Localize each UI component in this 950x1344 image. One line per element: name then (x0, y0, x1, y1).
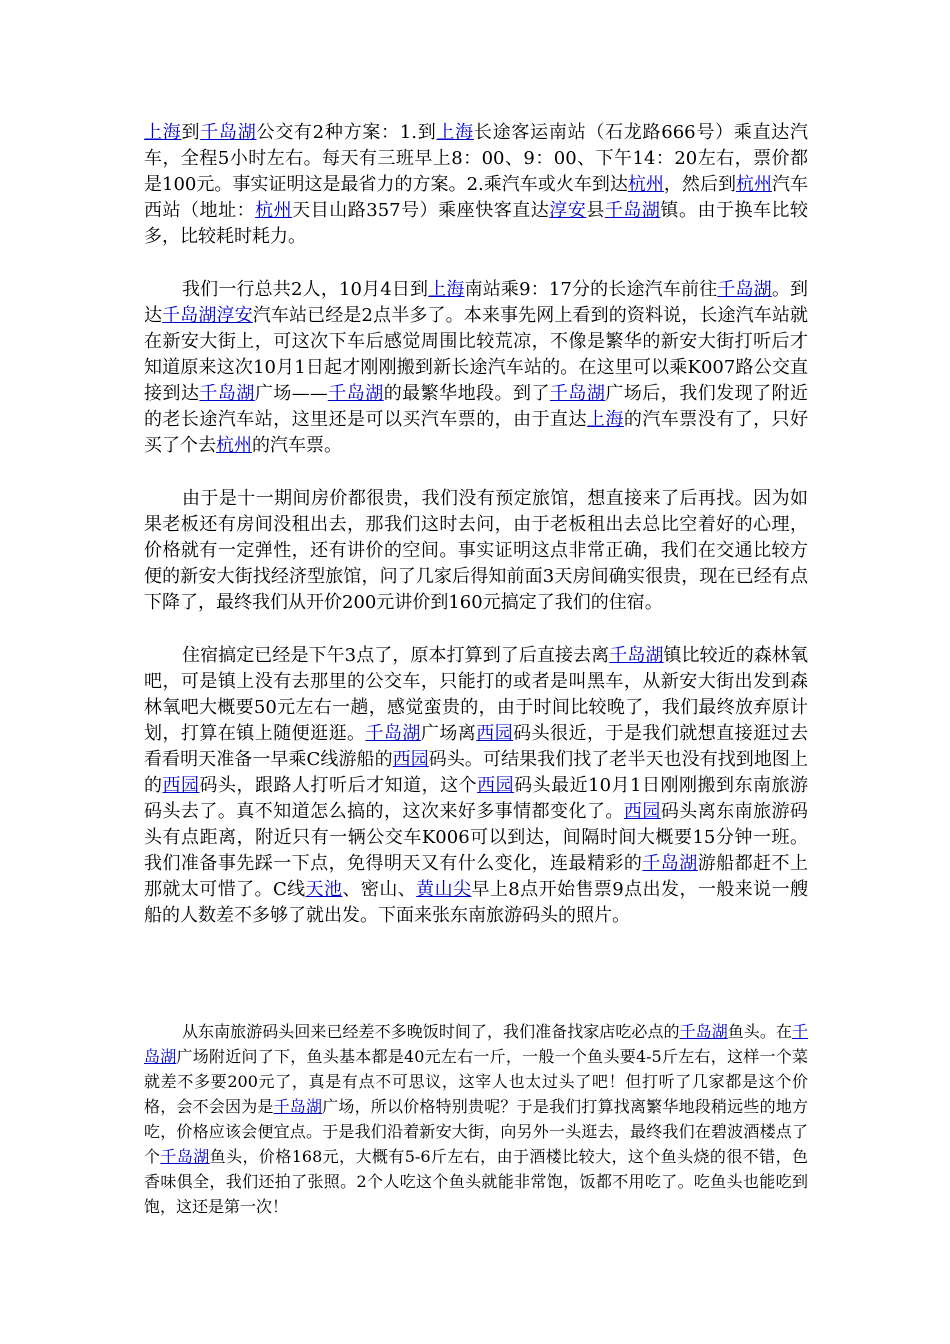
text-run: 游船都赶不上那就太可惜了。C线 (144, 853, 809, 900)
document-body (144, 120, 808, 1219)
text-run: 天目山路357号）乘座快客直达 (292, 200, 550, 221)
place-link[interactable]: 杭州 (216, 435, 252, 456)
place-link[interactable]: 千岛湖 (160, 1147, 210, 1166)
text-run: 鱼头，价格168元，大概有5-6斤左右，由于酒楼比较大，这个鱼头烧的很不错，色香味俱全，我们还拍了张照。2个人吃这个鱼头就能非常饱，饭都不用吃了。吃鱼头也能吃到饱，这还是第一次！ (144, 1147, 808, 1216)
text-run: 镇。由于换车比较多，比较耗时耗力。 (144, 200, 809, 247)
text-run: 码头，跟路人打听后才知道，这个 (199, 775, 478, 796)
place-link[interactable]: 淳安 (549, 200, 587, 221)
text-run: ，然后到 (663, 174, 736, 195)
place-link[interactable]: 千岛湖 (679, 1022, 728, 1041)
text-run: 。到达 (144, 279, 809, 326)
place-link[interactable]: 西园 (623, 801, 661, 822)
text-run: 早上8点开始售票9点出发，一般来说一艘船的人数差不多够了就出发。下面来张东南旅游码头的照片。 (144, 879, 809, 926)
text-run: 的最繁华地段。到了 (383, 383, 550, 404)
text-run: 公交有2种方案：1.到 (256, 122, 437, 143)
text-run: 从东南旅游码头回来已经差不多晚饭时间了，我们准备找家店吃必点的 (182, 1022, 680, 1041)
place-link[interactable]: 天池 (305, 879, 343, 900)
photo-placeholder-gap (144, 929, 808, 1019)
text-run: 南站乘9：17分的长途汽车前往 (464, 279, 718, 300)
place-link[interactable]: 千岛湖 (144, 1022, 808, 1066)
text-run: 广场—— (254, 383, 328, 404)
text-run: 广场附近问了下，鱼头基本都是40元左右一斤，一般一个鱼头要4-5斤左右，这样一个菜就差不多要200元了，真是有点不可思议，这宰人也太过头了吧！但打听了几家都是这个价格，会不会因为是 (144, 1047, 808, 1116)
text-run: 镇比较近的森林氧吧，可是镇上没有去那里的公交车，只能打的或者是叫黑车，从新安大街出发到森林氧吧大概要50元左右一趟，感觉蛮贵的，由于时间比较晚了，我们最终放弃原计划，打算在镇上随便逛逛。 (144, 645, 809, 744)
place-link[interactable]: 西园 (392, 749, 429, 770)
paragraph-lodging (144, 486, 808, 616)
place-link[interactable]: 黄山尖 (416, 879, 472, 900)
text-run: 码头最近10月1日刚刚搬到东南旅游码头去了。真不知道怎么搞的，这次来好多事情都变化了。 (144, 775, 809, 822)
paragraph-fish-head-dinner (144, 1019, 808, 1219)
text-run: 县 (586, 200, 605, 221)
place-link[interactable]: 千岛湖 (609, 645, 664, 666)
paragraph-arrival (144, 277, 808, 459)
place-link[interactable]: 上海 (586, 409, 624, 430)
place-link[interactable]: 千岛湖 (549, 383, 606, 404)
text-run: 广场后，我们发现了附近的老长途汽车站，这里还是可以买汽车票的，由于直达 (144, 383, 809, 430)
text-run: 码头很近，于是我们就想直接逛过去看看明天准备一早乘C线游船的 (144, 723, 809, 770)
place-link[interactable]: 千岛湖 (365, 723, 421, 744)
paragraph-transport-options (144, 120, 808, 250)
place-link[interactable]: 西园 (477, 775, 515, 796)
place-link[interactable]: 上海 (428, 279, 465, 300)
place-link[interactable]: 淳安 (216, 305, 253, 326)
text-run: 码头。可结果我们找了老半天也没有找到地图上的 (144, 749, 808, 796)
place-link[interactable]: 千岛湖 (327, 383, 384, 404)
place-link[interactable]: 上海 (436, 122, 474, 143)
paragraph-pier-search (144, 643, 808, 929)
place-link[interactable]: 西园 (162, 775, 200, 796)
text-run: 汽车西站（地址： (144, 174, 809, 221)
text-run: 鱼头。在 (727, 1022, 792, 1041)
place-link[interactable]: 千岛湖 (717, 279, 772, 300)
text-run: 码头离东南旅游码头有点距离，附近只有一辆公交车K006可以到达，间隔时间大概要15分钟一班。我们准备事先踩一下点，免得明天又有什么变化，连最精彩的 (144, 801, 809, 874)
place-link[interactable]: 杭州 (627, 174, 664, 195)
text-run: 汽车站已经是2点半多了。本来事先网上看到的资料说，长途汽车站就在新安大街上，可这次下车后感觉周围比较荒凉，不像是繁华的新安大街打听后才知道原来这次10月1日起才刚刚搬到新长途汽车站的。在这里可以乘K007路公交直接到达 (144, 305, 809, 404)
place-link[interactable]: 上海 (144, 122, 182, 143)
text-run: 广场离 (420, 723, 477, 744)
place-link[interactable]: 千岛湖 (199, 383, 255, 404)
text-run: 的汽车票没有了，只好买了个去 (144, 409, 809, 456)
text-run: 由于是十一期间房价都很贵，我们没有预定旅馆，想直接来了后再找。因为如果老板还有房间没租出去，那我们这时去问，由于老板租出去总比空着好的心理，价格就有一定弹性，还有讲价的空间。事实证明这点非常正确，我们在交通比较方便的新安大街找经济型旅馆，问了几家后得知前面3天房间确实很贵，现在已经有点下降了，最终我们从开价200元讲价到160元搞定了我们的住宿。 (144, 488, 808, 613)
text-run: 长途客运南站（石龙路666号）乘直达汽车，全程5小时左右。每天有三班早上8：00、9：00、下午14：20左右，票价都是100元。事实证明这是最省力的方案。2.乘汽车或火车到达 (144, 122, 809, 195)
place-link[interactable]: 千岛湖 (162, 305, 217, 326)
place-link[interactable]: 杭州 (255, 200, 293, 221)
text-run: 、密山、 (342, 879, 417, 900)
place-link[interactable]: 杭州 (735, 174, 773, 195)
text-run: 广场，所以价格特别贵呢？于是我们打算找离繁华地段稍远些的地方吃，价格应该会便宜点。于是我们沿着新安大街，向另外一头逛去，最终我们在碧波酒楼点了个 (144, 1097, 808, 1166)
text-run: 住宿搞定已经是下午3点了，原本打算到了后直接去离 (182, 645, 610, 666)
place-link[interactable]: 西园 (476, 723, 514, 744)
text-run: 到 (181, 122, 201, 143)
place-link[interactable]: 千岛湖 (642, 853, 698, 874)
text-run: 的汽车票。 (252, 435, 342, 456)
text-run: 我们一行总共2人，10月4日到 (182, 279, 429, 300)
place-link[interactable]: 千岛湖 (273, 1097, 323, 1116)
place-link[interactable]: 千岛湖 (604, 200, 661, 221)
place-link[interactable]: 千岛湖 (200, 122, 257, 143)
